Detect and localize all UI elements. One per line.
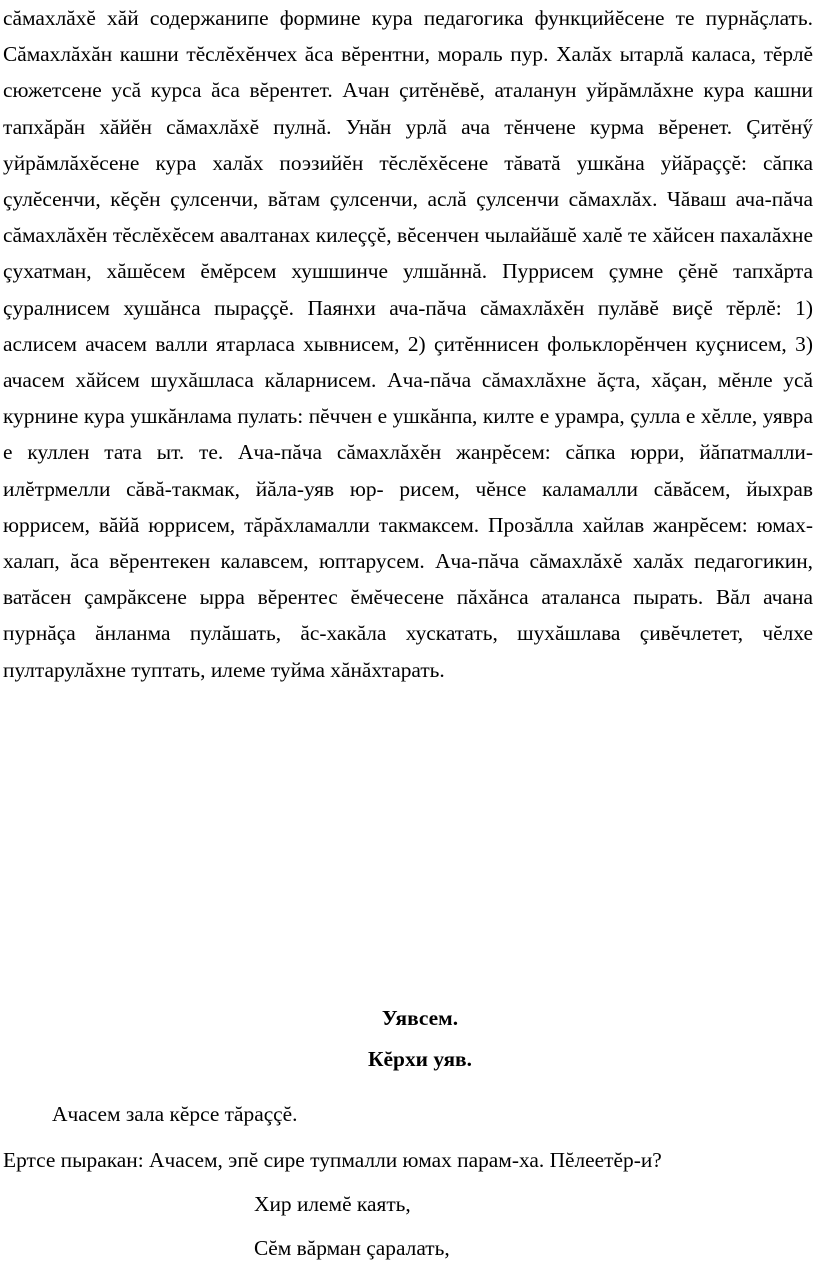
subsection-heading: Кĕрхи уяв. xyxy=(368,1047,472,1071)
section-heading: Уявсем. xyxy=(381,1006,459,1030)
body-paragraph: сăмахлăхĕ хăй содержанипе формине кура педагогика функцийĕсене те пурнăçлать. Сăмахлăхăн кашни тĕслĕхĕнчех ăса вĕрентни, мораль пур. Халăх ытарлă каласа, тĕрлĕ сюжетсене усă курса ăса вĕрентет. Ачан çитĕнĕвĕ, аталанун уйрăмлăхне кура кашни тапхăрăн хăйĕн сăмахлăхĕ пулнă. Унăн урлă ача тĕнчене курма вĕренет. Çитĕнӳ уйрăмлăхĕсене кура халăх поэзийĕн тĕслĕхĕсене тăватă ушкăна уйăраççĕ: сăпка çулĕсенчи, кĕçĕн çулсенчи, вăтам çулсенчи, аслă çулсенчи сăмахлăх. Чăваш ача-пăча сăмахлăхĕн тĕслĕхĕсем авалтанах килеççĕ, вĕсенчен чылайăшĕ халĕ те хăйсен пахалăхне çухатман, хăшĕсем ĕмĕрсем хушшинче улшăннă. Пуррисем çумне çĕнĕ тапхăрта çуралнисем хушăнса пыраççĕ. Паянхи ача-пăча сăмахлăхĕн пулăвĕ виçĕ тĕрлĕ: 1) аслисем ачасем валли ятарласа хывнисем, 2) çитĕннисен фольклорĕнчен куçнисем, 3) ачасем хăйсем шухăшласа кăларнисем. Ача-пăча сăмахлăхне ăçта, хăçан, мĕнле усă курнине кура ушкăнлама пулать: пĕччен е ушкăнпа, килте е урамра, çулла е хĕлле, уявра е куллен тата ыт. те. Ача-пăча сăмахлăхĕн жанрĕсем: сăпка юрри, йăпатмалли-илĕтрмелли сăвă-такмак, йăла-уяв юр- рисем, чĕнсе каламалли сăвăсем, йыхрав юррисем, вăйă юррисем, тăрăхламалли такмаксем. Прозăлла хайлав жанрĕсем: юмах-халап, ăса вĕрентекен калавсем, юптарусем. Ача-пăча сăмахлăхĕ халăх педагогикин, ватăсен çамрăксене ырра вĕрентес ĕмĕчесене пăхăнса аталанса пырать. Вăл ачана пурнăçа ăнланма пулăшать, ăс-хакăла хускатать, шухăшлава çивĕчлетет, чĕлхе пултарулăхне туптать, илеме туйма хăнăхтарать. xyxy=(3,6,813,682)
verse-line: Сĕм вăрман çаралать, xyxy=(254,1236,450,1260)
verse-line: Хир илемĕ каять, xyxy=(254,1192,411,1216)
speaker-line: Ертсе пыракан: Ачасем, эпĕ сире тупмалли юмах парам-ха. Пĕлеетĕр-и? xyxy=(3,1148,662,1172)
intro-line: Ачасем зала кĕрсе тăраççĕ. xyxy=(52,1102,298,1126)
